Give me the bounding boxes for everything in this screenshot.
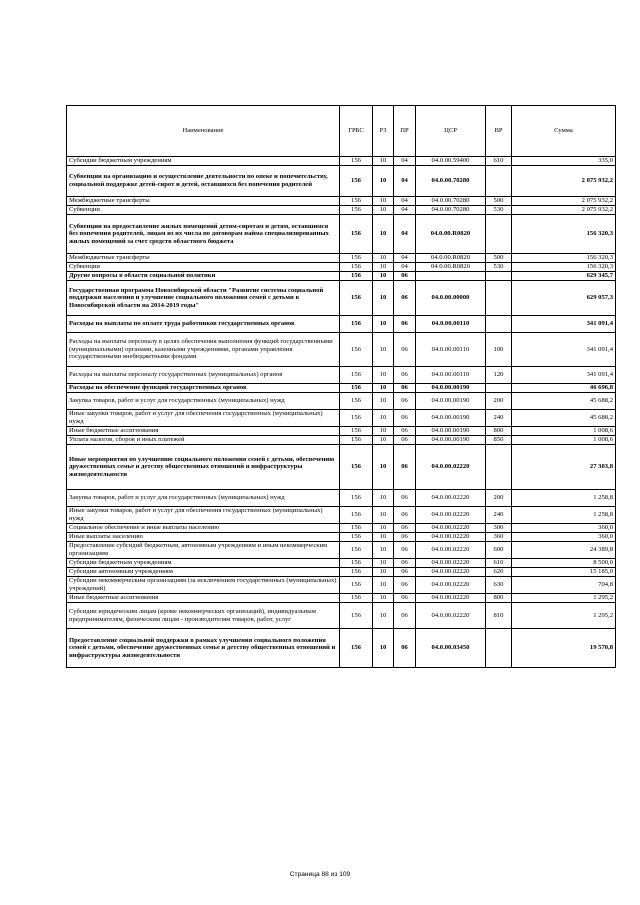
row-rz-cell: 10 (373, 524, 394, 533)
row-grbs-cell: 156 (340, 427, 373, 436)
row-sum-cell: 1 008,6 (512, 427, 616, 436)
row-pr-cell: 06 (394, 629, 416, 668)
table-row (67, 316, 616, 333)
row-rz-cell: 10 (373, 272, 394, 281)
header-csr: ЦСР (416, 106, 486, 157)
row-rz-cell: 10 (373, 197, 394, 206)
row-name-cell: Предоставление субсидий бюджетным, автономным учреждениям и иным некоммерческим организациям (67, 542, 340, 559)
row-sum-cell: 1 295,2 (512, 594, 616, 603)
header-rz: РЗ (373, 106, 394, 157)
row-grbs-cell: 156 (340, 568, 373, 577)
table-row (67, 272, 616, 281)
row-name-cell: Расходы на обеспечение функций государственных органов (67, 384, 340, 393)
row-pr-cell: 04 (394, 254, 416, 263)
row-grbs-cell: 156 (340, 316, 373, 333)
row-grbs-cell: 156 (340, 436, 373, 445)
row-grbs-cell: 156 (340, 490, 373, 507)
row-grbs-cell: 156 (340, 157, 373, 166)
row-sum-cell: 46 696,8 (512, 384, 616, 393)
row-pr-cell: 04 (394, 215, 416, 254)
row-vr-cell (486, 629, 512, 668)
row-vr-cell: 530 (486, 206, 512, 215)
row-grbs-cell: 156 (340, 333, 373, 367)
table-row (67, 393, 616, 410)
row-pr-cell: 06 (394, 367, 416, 384)
row-pr-cell: 06 (394, 445, 416, 490)
row-sum-cell: 24 389,8 (512, 542, 616, 559)
row-name-cell: Иные мероприятия по улучшению социального положения семей с детьми, обеспечению дружественных семье и детству общественных отношений и инфраструктуры жизнедеятельности (67, 445, 340, 490)
row-vr-cell (486, 272, 512, 281)
row-pr-cell: 06 (394, 507, 416, 524)
row-csr-cell (416, 272, 486, 281)
row-name-cell: Иные бюджетные ассигнования (67, 427, 340, 436)
row-rz-cell: 10 (373, 367, 394, 384)
row-sum-cell: 15 185,0 (512, 568, 616, 577)
row-csr-cell: 04.0.00.70280 (416, 166, 486, 197)
row-name-cell: Субсидии автономным учреждениям (67, 568, 340, 577)
header-name: Наименование (67, 106, 340, 157)
row-pr-cell: 06 (394, 577, 416, 594)
row-grbs-cell: 156 (340, 367, 373, 384)
row-sum-cell: 335,0 (512, 157, 616, 166)
row-grbs-cell: 156 (340, 542, 373, 559)
row-csr-cell: 04.0.00.R0820 (416, 215, 486, 254)
row-csr-cell: 04.0.00.02220 (416, 577, 486, 594)
row-vr-cell: 300 (486, 524, 512, 533)
row-rz-cell: 10 (373, 333, 394, 367)
row-rz-cell: 10 (373, 316, 394, 333)
row-csr-cell: 04.0.00.02220 (416, 507, 486, 524)
row-pr-cell: 04 (394, 157, 416, 166)
row-rz-cell: 10 (373, 603, 394, 629)
table-row (67, 542, 616, 559)
row-csr-cell: 04.0.00.70280 (416, 197, 486, 206)
row-vr-cell: 800 (486, 594, 512, 603)
row-grbs-cell: 156 (340, 393, 373, 410)
row-name-cell: Расходы на выплаты по оплате труда работников государственных органов (67, 316, 340, 333)
row-name-cell: Межбюджетные трансферты (67, 197, 340, 206)
row-name-cell: Субсидии юридическим лицам (кроме некоммерческих организаций), индивидуальным предпринимателям, физическим лицам - производителям товаров, работ, услуг (67, 603, 340, 629)
row-sum-cell: 1 008,6 (512, 436, 616, 445)
row-csr-cell: 04.0.00.00190 (416, 436, 486, 445)
row-rz-cell: 10 (373, 281, 394, 316)
row-rz-cell: 10 (373, 254, 394, 263)
row-vr-cell: 360 (486, 533, 512, 542)
row-name-cell: Субвенции на организацию и осуществление деятельности по опеке и попечительству, социальной поддержке детей-сирот и детей, оставшихся без попечения родителей (67, 166, 340, 197)
row-vr-cell: 240 (486, 410, 512, 427)
row-grbs-cell: 156 (340, 594, 373, 603)
row-sum-cell: 156 320,3 (512, 263, 616, 272)
row-csr-cell: 04.0.00.00110 (416, 367, 486, 384)
row-sum-cell: 341 091,4 (512, 333, 616, 367)
table-row (67, 445, 616, 490)
row-vr-cell: 100 (486, 333, 512, 367)
row-sum-cell: 156 320,3 (512, 215, 616, 254)
budget-table (66, 105, 616, 668)
row-name-cell: Государственная программа Новосибирской области "Развитие системы социальной поддержки населения и улучшение социального положения семей с детьми в Новосибирской области на 2014-2019 годы" (67, 281, 340, 316)
row-csr-cell: 04.0.00.00190 (416, 427, 486, 436)
row-vr-cell (486, 215, 512, 254)
table-row (67, 206, 616, 215)
row-grbs-cell: 156 (340, 445, 373, 490)
row-rz-cell: 10 (373, 393, 394, 410)
row-grbs-cell: 156 (340, 281, 373, 316)
row-grbs-cell: 156 (340, 384, 373, 393)
budget-table-container (66, 105, 615, 668)
row-rz-cell: 10 (373, 436, 394, 445)
row-pr-cell: 04 (394, 263, 416, 272)
table-row (67, 281, 616, 316)
row-pr-cell: 06 (394, 559, 416, 568)
table-body (67, 157, 616, 668)
row-grbs-cell: 156 (340, 524, 373, 533)
row-vr-cell: 850 (486, 436, 512, 445)
row-sum-cell: 2 075 932,2 (512, 206, 616, 215)
row-sum-cell: 360,0 (512, 524, 616, 533)
row-name-cell: Иные выплаты населению (67, 533, 340, 542)
row-pr-cell: 04 (394, 206, 416, 215)
row-sum-cell: 341 091,4 (512, 367, 616, 384)
row-sum-cell: 45 688,2 (512, 393, 616, 410)
row-grbs-cell: 156 (340, 603, 373, 629)
row-csr-cell: 04.0.00.00000 (416, 281, 486, 316)
row-grbs-cell: 156 (340, 215, 373, 254)
row-csr-cell: 04.0.00.02220 (416, 603, 486, 629)
row-grbs-cell: 156 (340, 507, 373, 524)
row-vr-cell: 600 (486, 542, 512, 559)
row-grbs-cell: 156 (340, 263, 373, 272)
row-name-cell: Закупка товаров, работ и услуг для государственных (муниципальных) нужд (67, 490, 340, 507)
row-csr-cell: 04.0.00.02220 (416, 445, 486, 490)
row-vr-cell (486, 384, 512, 393)
table-row (67, 577, 616, 594)
row-name-cell: Субсидии бюджетным учреждениям (67, 157, 340, 166)
row-sum-cell: 156 320,3 (512, 254, 616, 263)
row-grbs-cell: 156 (340, 197, 373, 206)
row-name-cell: Субвенции (67, 206, 340, 215)
table-row (67, 197, 616, 206)
row-csr-cell: 04.0.00.02220 (416, 542, 486, 559)
row-csr-cell: 04.0.00.02220 (416, 594, 486, 603)
row-grbs-cell: 156 (340, 629, 373, 668)
row-name-cell: Другие вопросы в области социальной политики (67, 272, 340, 281)
row-pr-cell: 06 (394, 393, 416, 410)
row-pr-cell: 06 (394, 603, 416, 629)
row-vr-cell (486, 445, 512, 490)
row-vr-cell: 200 (486, 393, 512, 410)
row-csr-cell: 04.0.00.59400 (416, 157, 486, 166)
row-sum-cell: 2 075 932,2 (512, 166, 616, 197)
row-rz-cell: 10 (373, 263, 394, 272)
row-vr-cell: 630 (486, 577, 512, 594)
row-csr-cell: 04.0.00.02220 (416, 533, 486, 542)
row-rz-cell: 10 (373, 410, 394, 427)
table-row (67, 559, 616, 568)
row-vr-cell: 120 (486, 367, 512, 384)
table-row (67, 157, 616, 166)
row-pr-cell: 06 (394, 568, 416, 577)
row-sum-cell: 704,8 (512, 577, 616, 594)
row-rz-cell: 10 (373, 568, 394, 577)
row-sum-cell: 629 345,7 (512, 272, 616, 281)
row-rz-cell: 10 (373, 157, 394, 166)
row-grbs-cell: 156 (340, 533, 373, 542)
row-name-cell: Расходы на выплаты персоналу государственных (муниципальных) органов (67, 367, 340, 384)
table-row (67, 533, 616, 542)
row-grbs-cell: 156 (340, 166, 373, 197)
row-grbs-cell: 156 (340, 254, 373, 263)
table-row (67, 436, 616, 445)
row-rz-cell: 10 (373, 384, 394, 393)
row-grbs-cell: 156 (340, 577, 373, 594)
table-row (67, 490, 616, 507)
row-vr-cell: 200 (486, 490, 512, 507)
table-row (67, 410, 616, 427)
row-sum-cell: 629 057,3 (512, 281, 616, 316)
row-pr-cell: 06 (394, 542, 416, 559)
row-name-cell: Иные бюджетные ассигнования (67, 594, 340, 603)
row-pr-cell: 06 (394, 524, 416, 533)
row-pr-cell: 06 (394, 533, 416, 542)
row-rz-cell: 10 (373, 533, 394, 542)
row-csr-cell: 04.0.00.00110 (416, 333, 486, 367)
row-csr-cell: 04.0.00.00190 (416, 393, 486, 410)
table-row (67, 384, 616, 393)
row-rz-cell: 10 (373, 490, 394, 507)
row-rz-cell: 10 (373, 445, 394, 490)
row-rz-cell: 10 (373, 559, 394, 568)
row-name-cell: Закупка товаров, работ и услуг для государственных (муниципальных) нужд (67, 393, 340, 410)
header-sum: Сумма (512, 106, 616, 157)
row-rz-cell: 10 (373, 629, 394, 668)
row-name-cell: Иные закупки товаров, работ и услуг для обеспечения государственных (муниципальных) нужд (67, 410, 340, 427)
row-pr-cell: 06 (394, 384, 416, 393)
table-row (67, 215, 616, 254)
row-sum-cell: 360,0 (512, 533, 616, 542)
row-rz-cell: 10 (373, 427, 394, 436)
row-name-cell: Межбюджетные трансферты (67, 254, 340, 263)
table-row (67, 166, 616, 197)
row-pr-cell: 06 (394, 316, 416, 333)
row-pr-cell: 04 (394, 166, 416, 197)
table-header-row (67, 106, 616, 157)
page-number: Страница 88 из 109 (289, 871, 351, 878)
row-grbs-cell: 156 (340, 559, 373, 568)
row-vr-cell: 800 (486, 427, 512, 436)
row-csr-cell: 04.0.00.70280 (416, 206, 486, 215)
row-pr-cell: 06 (394, 427, 416, 436)
row-vr-cell (486, 166, 512, 197)
row-sum-cell: 1 295,2 (512, 603, 616, 629)
table-row (67, 594, 616, 603)
row-pr-cell: 06 (394, 410, 416, 427)
row-csr-cell: 04.0.00.02220 (416, 490, 486, 507)
row-pr-cell: 06 (394, 490, 416, 507)
row-sum-cell: 19 570,8 (512, 629, 616, 668)
row-rz-cell: 10 (373, 542, 394, 559)
header-vr: ВР (486, 106, 512, 157)
row-rz-cell: 10 (373, 577, 394, 594)
row-vr-cell: 620 (486, 568, 512, 577)
row-sum-cell: 8 500,0 (512, 559, 616, 568)
row-csr-cell: 04.0.00.00190 (416, 410, 486, 427)
row-name-cell: Социальное обеспечение и иные выплаты населению (67, 524, 340, 533)
row-vr-cell: 500 (486, 254, 512, 263)
row-rz-cell: 10 (373, 215, 394, 254)
row-name-cell: Субвенции (67, 263, 340, 272)
header-pr: ПР (394, 106, 416, 157)
row-name-cell: Иные закупки товаров, работ и услуг для обеспечения государственных (муниципальных) нужд (67, 507, 340, 524)
table-row (67, 603, 616, 629)
row-sum-cell: 1 258,8 (512, 490, 616, 507)
table-row (67, 263, 616, 272)
table-row (67, 254, 616, 263)
row-csr-cell: 04.0.00.02220 (416, 559, 486, 568)
row-csr-cell: 04.0.00.03450 (416, 629, 486, 668)
row-rz-cell: 10 (373, 594, 394, 603)
row-name-cell: Субвенции на предоставление жилых помещений детям-сиротам и детям, оставшимся без попечения родителей, лицам из их числа по договорам найма специализированных жилых помещений за счет средств областного бюджета (67, 215, 340, 254)
header-grbs: ГРБС (340, 106, 373, 157)
row-vr-cell: 610 (486, 559, 512, 568)
row-pr-cell: 06 (394, 281, 416, 316)
row-name-cell: Предоставление социальной поддержки в рамках улучшения социального положения семей с детьми, обеспечение дружественных семье и детству общественных отношений и инфраструктуры жизнедеятельности (67, 629, 340, 668)
row-vr-cell: 810 (486, 603, 512, 629)
row-sum-cell: 1 258,8 (512, 507, 616, 524)
row-sum-cell: 27 303,8 (512, 445, 616, 490)
table-row (67, 507, 616, 524)
row-csr-cell: 04.0.00.02220 (416, 568, 486, 577)
row-pr-cell: 06 (394, 272, 416, 281)
row-sum-cell: 2 075 932,2 (512, 197, 616, 206)
table-row (67, 333, 616, 367)
row-name-cell: Уплата налогов, сборов и иных платежей (67, 436, 340, 445)
row-vr-cell (486, 316, 512, 333)
row-name-cell: Субсидии бюджетным учреждениям (67, 559, 340, 568)
row-grbs-cell: 156 (340, 272, 373, 281)
table-row (67, 568, 616, 577)
row-vr-cell: 530 (486, 263, 512, 272)
row-csr-cell: 04.0.00.R0820 (416, 254, 486, 263)
row-vr-cell: 610 (486, 157, 512, 166)
row-pr-cell: 06 (394, 436, 416, 445)
row-csr-cell: 04.0.00.02220 (416, 524, 486, 533)
row-rz-cell: 10 (373, 206, 394, 215)
row-csr-cell: 04.0.00.00190 (416, 384, 486, 393)
row-vr-cell: 240 (486, 507, 512, 524)
row-pr-cell: 06 (394, 333, 416, 367)
row-csr-cell: 04.0.00.R0820 (416, 263, 486, 272)
row-pr-cell: 06 (394, 594, 416, 603)
row-name-cell: Расходы на выплаты персоналу в целях обеспечения выполнения функций государственными (муниципальными) органами, казенными учреждениями, органами управления государственными внебюджетными фондами (67, 333, 340, 367)
table-row (67, 629, 616, 668)
table-row (67, 367, 616, 384)
table-row (67, 524, 616, 533)
row-csr-cell: 04.0.00.00110 (416, 316, 486, 333)
row-rz-cell: 10 (373, 507, 394, 524)
table-row (67, 427, 616, 436)
row-name-cell: Субсидии некоммерческим организациям (за исключением государственных (муниципальных) учреждений) (67, 577, 340, 594)
row-vr-cell (486, 281, 512, 316)
row-vr-cell: 500 (486, 197, 512, 206)
row-grbs-cell: 156 (340, 206, 373, 215)
row-rz-cell: 10 (373, 166, 394, 197)
row-sum-cell: 45 688,2 (512, 410, 616, 427)
row-sum-cell: 341 091,4 (512, 316, 616, 333)
row-grbs-cell: 156 (340, 410, 373, 427)
row-pr-cell: 04 (394, 197, 416, 206)
